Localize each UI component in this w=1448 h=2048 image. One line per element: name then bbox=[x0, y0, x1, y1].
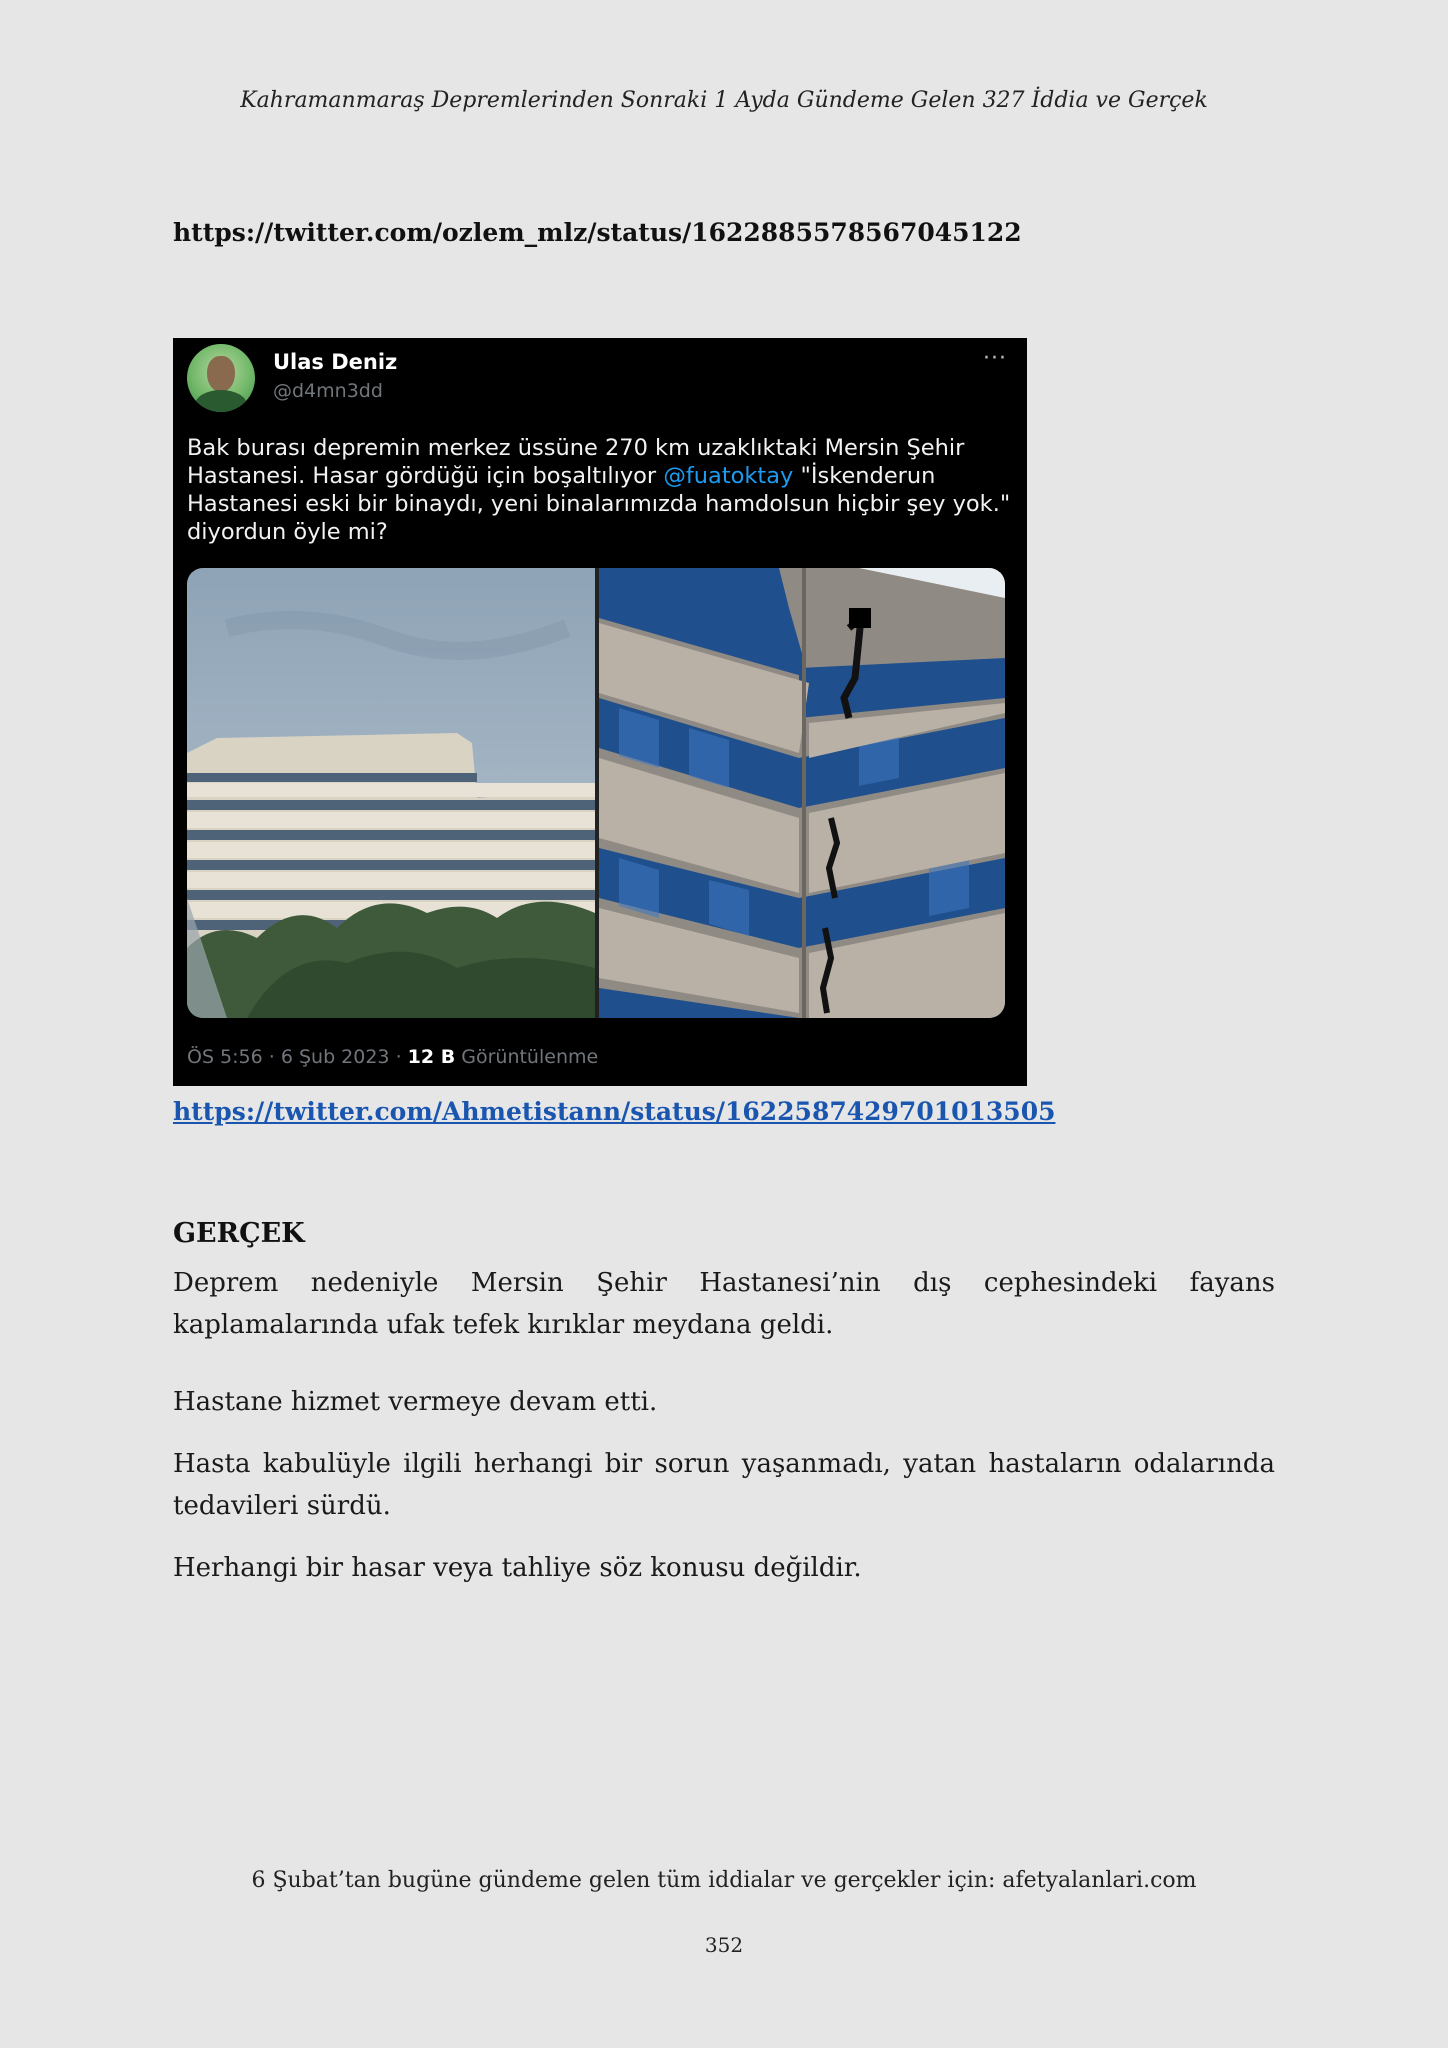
tweet-text-part-2: "İskenderun Hastanesi eski bir binaydı, yeni binalarımızda hamdolsun hiçbir şey yok." diyordun öyle mi? bbox=[187, 463, 1011, 545]
avatar bbox=[187, 344, 255, 412]
paragraph-2: Hastane hizmet vermeye devam etti. bbox=[173, 1387, 658, 1417]
tweet-mention-link[interactable]: @fuatoktay bbox=[663, 463, 794, 489]
tweet-screenshot bbox=[173, 338, 1027, 1086]
tweet-media[interactable] bbox=[187, 568, 1005, 1018]
footer-text: 6 Şubat’tan bugüne gündeme gelen tüm iddialar ve gerçekler için: afetyalanlari.com bbox=[251, 1868, 1197, 1893]
tweet-views-label: Görüntülenme bbox=[455, 1046, 599, 1068]
running-header: Kahramanmaraş Depremlerinden Sonraki 1 Ayda Gündeme Gelen 327 İddia ve Gerçek bbox=[240, 88, 1208, 113]
tweet-author-handle: @d4mn3dd bbox=[273, 380, 383, 402]
hospital-photo-left bbox=[187, 568, 595, 1018]
tweet-author-name: Ulas Deniz bbox=[273, 350, 398, 374]
tweet-text-part-1: Bak burası depremin merkez üssüne 270 km uzaklıktaki Mersin Şehir Hastanesi. Hasar gördüğü için boşaltılıyor bbox=[187, 435, 965, 489]
facade-cracks-photo-right bbox=[599, 568, 1005, 1018]
tweet-text bbox=[187, 434, 1013, 546]
paragraph-3: Hasta kabulüyle ilgili herhangi bir sorun yaşanmadı, yatan hastaların odalarında tedavileri sürdü. bbox=[173, 1449, 1275, 1521]
tweet-source-link[interactable]: https://twitter.com/Ahmetistann/status/1622587429701013505 bbox=[173, 1097, 1056, 1126]
tweet-timestamp: ÖS 5:56 · 6 Şub 2023 · bbox=[187, 1046, 408, 1068]
more-options-icon[interactable]: ··· bbox=[983, 346, 1007, 371]
section-title: GERÇEK bbox=[173, 1218, 305, 1249]
paragraph-1: Deprem nedeniyle Mersin Şehir Hastanesi’nin dış cephesindeki fayans kaplamalarında ufak tefek kırıklar meydana geldi. bbox=[173, 1268, 1275, 1340]
page-number: 352 bbox=[704, 1933, 744, 1957]
source-url: https://twitter.com/ozlem_mlz/status/1622885578567045122 bbox=[173, 218, 1022, 247]
tweet-views-count: 12 B bbox=[407, 1046, 456, 1068]
paragraph-4: Herhangi bir hasar veya tahliye söz konusu değildir. bbox=[173, 1553, 862, 1583]
tweet-meta bbox=[187, 1046, 598, 1068]
